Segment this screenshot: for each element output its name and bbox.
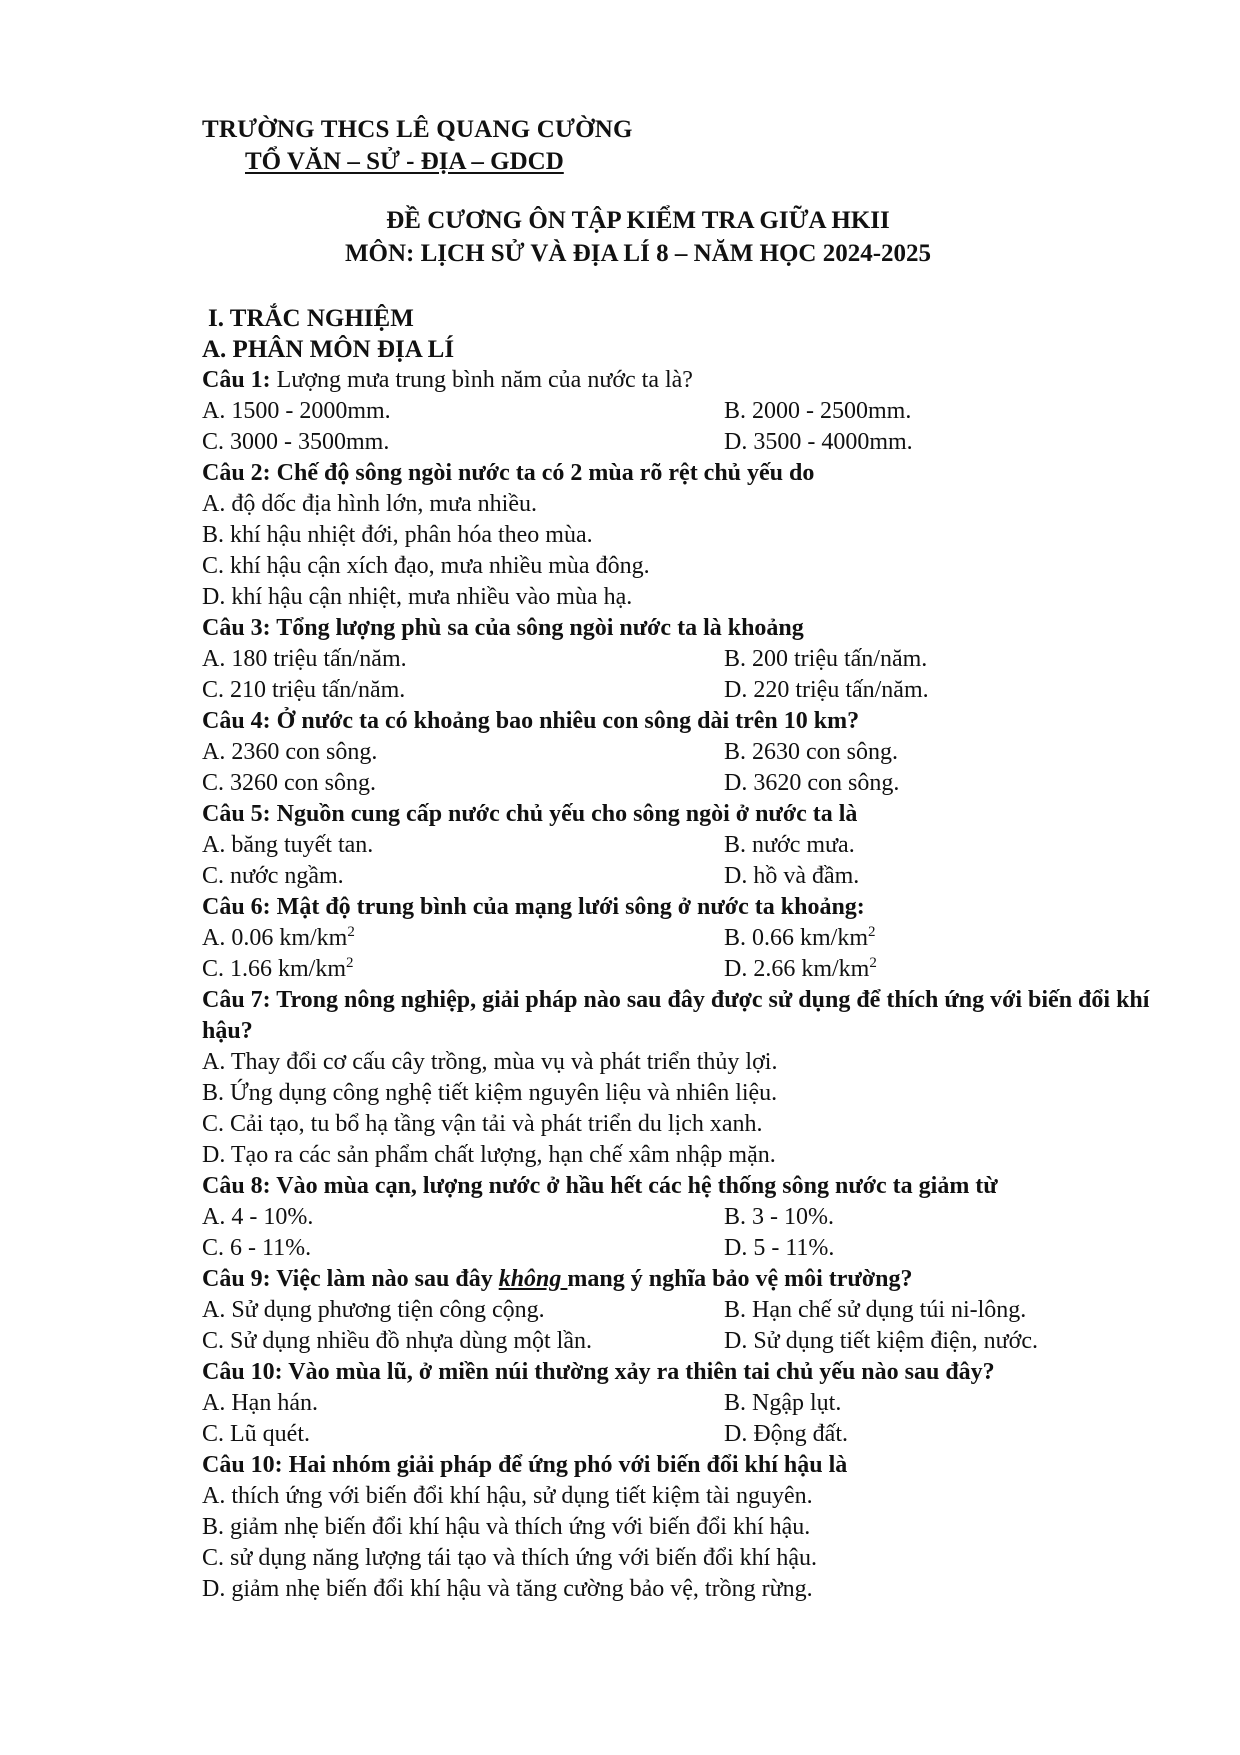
- question-list: [202, 303, 1162, 1605]
- option-d: D. 3500 - 4000mm.: [724, 429, 913, 455]
- answer-row: [202, 768, 1162, 799]
- option-d: D. Tạo ra các sản phẩm chất lượng, hạn chế xâm nhập mặn.: [202, 1142, 776, 1168]
- option-b: B. 2630 con sông.: [724, 739, 898, 765]
- option-a: A. 4 - 10%.: [202, 1204, 314, 1230]
- option-b: B. Hạn chế sử dụng túi ni-lông.: [724, 1297, 1027, 1323]
- option-b: B. khí hậu nhiệt đới, phân hóa theo mùa.: [202, 522, 593, 548]
- option-a: A. 180 triệu tấn/năm.: [202, 646, 407, 672]
- answer-row: [202, 954, 1162, 985]
- option-b: B. 2000 - 2500mm.: [724, 398, 912, 424]
- school-name: TRƯỜNG THCS LÊ QUANG CƯỜNG: [202, 116, 633, 143]
- question-label: Câu 5:: [202, 801, 271, 827]
- answer-row: [202, 675, 1162, 706]
- option-c: C. khí hậu cận xích đạo, mưa nhiều mùa đông.: [202, 553, 650, 579]
- option-d: D. 2.66 km/km: [724, 956, 870, 982]
- option-d: D. 3620 con sông.: [724, 770, 900, 796]
- question-9: [202, 1264, 1162, 1295]
- option-c: C. nước ngầm.: [202, 863, 344, 889]
- option-c: C. Cải tạo, tu bổ hạ tầng vận tải và phát triển du lịch xanh.: [202, 1111, 763, 1137]
- department-name: TỔ VĂN – SỬ - ĐỊA – GDCD: [245, 148, 564, 175]
- superscript: 2: [346, 955, 354, 971]
- question-label: Câu 1:: [202, 367, 271, 393]
- answer-row: [202, 830, 1162, 861]
- question-label: Câu 2:: [202, 460, 271, 486]
- answer-row: [202, 1202, 1162, 1233]
- answer-row: [202, 427, 1162, 458]
- question-8: [202, 1171, 1162, 1202]
- option-c: C. 6 - 11%.: [202, 1235, 312, 1261]
- question-text: Chế độ sông ngòi nước ta có 2 mùa rõ rệt chủ yếu do: [270, 460, 815, 486]
- question-label: Câu 10:: [202, 1359, 283, 1385]
- option-d: D. 5 - 11%.: [724, 1235, 835, 1261]
- question-label: Câu 7:: [202, 987, 271, 1013]
- question-text: Nguồn cung cấp nước chủ yếu cho sông ngòi ở nước ta là: [270, 801, 858, 827]
- option-a: A. Thay đổi cơ cấu cây trồng, mùa vụ và phát triển thủy lợi.: [202, 1049, 778, 1075]
- option-c: C. Sử dụng nhiều đồ nhựa dùng một lần.: [202, 1328, 592, 1354]
- option-b: B. 200 triệu tấn/năm.: [724, 646, 928, 672]
- option-d: D. Sử dụng tiết kiệm điện, nước.: [724, 1328, 1039, 1354]
- answer-row: [202, 1419, 1162, 1450]
- option-a: A. 1500 - 2000mm.: [202, 398, 391, 424]
- question-2: [202, 458, 1162, 489]
- question-7: [202, 985, 1162, 1047]
- superscript: 2: [347, 924, 355, 940]
- question-label: Câu 3:: [202, 615, 271, 641]
- option-a: A. Hạn hán.: [202, 1390, 318, 1416]
- question-text: Mật độ trung bình của mạng lưới sông ở nước ta khoảng:: [270, 894, 865, 920]
- question-text: Tổng lượng phù sa của sông ngòi nước ta là khoảng: [270, 615, 804, 641]
- question-text: Trong nông nghiệp, giải pháp nào sau đây được sử dụng để thích ứng với biến đổi khí hậu?: [202, 987, 1150, 1044]
- question-text-end: mang ý nghĩa bảo vệ môi trường?: [567, 1266, 913, 1292]
- answer-row: [202, 1388, 1162, 1419]
- option-a: A. độ dốc địa hình lớn, mưa nhiều.: [202, 491, 537, 517]
- option-b: B. Ứng dụng công nghệ tiết kiệm nguyên liệu và nhiên liệu.: [202, 1080, 778, 1106]
- option-c: C. 3260 con sông.: [202, 770, 376, 796]
- option-d: D. giảm nhẹ biến đổi khí hậu và tăng cường bảo vệ, trồng rừng.: [202, 1576, 813, 1602]
- section-heading: I. TRẮC NGHIỆM: [208, 305, 414, 332]
- option-b: B. Ngập lụt.: [724, 1390, 842, 1416]
- question-1: [202, 365, 1162, 396]
- question-text: Lượng mưa trung bình năm của nước ta là?: [270, 367, 693, 393]
- question-emphasis: không: [498, 1266, 568, 1292]
- question-text: Vào mùa lũ, ở miền núi thường xảy ra thiên tai chủ yếu nào sau đây?: [282, 1359, 995, 1385]
- part-heading: A. PHÂN MÔN ĐỊA LÍ: [202, 336, 455, 363]
- question-10: [202, 1357, 1162, 1388]
- option-c: C. Lũ quét.: [202, 1421, 310, 1447]
- question-label: Câu 9:: [202, 1266, 271, 1292]
- question-label: Câu 4:: [202, 708, 271, 734]
- answer-row: [202, 861, 1162, 892]
- answer-row: [202, 396, 1162, 427]
- document-subtitle: MÔN: LỊCH SỬ VÀ ĐỊA LÍ 8 – NĂM HỌC 2024-2025: [344, 240, 932, 267]
- answer-row: [202, 644, 1162, 675]
- superscript: 2: [869, 955, 877, 971]
- option-a: A. 2360 con sông.: [202, 739, 378, 765]
- superscript: 2: [868, 924, 876, 940]
- option-d: D. hồ và đầm.: [724, 863, 860, 889]
- question-text: Việc làm nào sau đây: [270, 1266, 499, 1292]
- question-label: Câu 6:: [202, 894, 271, 920]
- question-text: Ở nước ta có khoảng bao nhiêu con sông dài trên 10 km?: [270, 708, 860, 734]
- question-11: [202, 1450, 1162, 1481]
- answer-row: [202, 1326, 1162, 1357]
- question-3: [202, 613, 1162, 644]
- option-d: D. Động đất.: [724, 1421, 848, 1447]
- option-d: D. khí hậu cận nhiệt, mưa nhiều vào mùa hạ.: [202, 584, 633, 610]
- answer-row: [202, 923, 1162, 954]
- question-label: Câu 10:: [202, 1452, 283, 1478]
- option-c: C. 3000 - 3500mm.: [202, 429, 390, 455]
- question-label: Câu 8:: [202, 1173, 271, 1199]
- option-b: B. nước mưa.: [724, 832, 855, 858]
- question-4: [202, 706, 1162, 737]
- question-6: [202, 892, 1162, 923]
- question-text: Vào mùa cạn, lượng nước ở hầu hết các hệ thống sông nước ta giảm từ: [270, 1173, 998, 1199]
- option-b: B. giảm nhẹ biến đổi khí hậu và thích ứng với biến đổi khí hậu.: [202, 1514, 811, 1540]
- option-a: A. thích ứng với biến đổi khí hậu, sử dụng tiết kiệm tài nguyên.: [202, 1483, 813, 1509]
- option-c: C. sử dụng năng lượng tái tạo và thích ứng với biến đổi khí hậu.: [202, 1545, 817, 1571]
- option-c: C. 210 triệu tấn/năm.: [202, 677, 406, 703]
- answer-row: [202, 1295, 1162, 1326]
- option-a: A. 0.06 km/km: [202, 925, 348, 951]
- option-c: C. 1.66 km/km: [202, 956, 347, 982]
- question-5: [202, 799, 1162, 830]
- answer-row: [202, 737, 1162, 768]
- option-a: A. Sử dụng phương tiện công cộng.: [202, 1297, 545, 1323]
- option-d: D. 220 triệu tấn/năm.: [724, 677, 929, 703]
- answer-row: [202, 1233, 1162, 1264]
- document-title: ĐỀ CƯƠNG ÔN TẬP KIỂM TRA GIỮA HKII: [386, 207, 890, 234]
- question-text: Hai nhóm giải pháp để ứng phó với biến đổi khí hậu là: [282, 1452, 848, 1478]
- option-b: B. 0.66 km/km: [724, 925, 869, 951]
- option-b: B. 3 - 10%.: [724, 1204, 834, 1230]
- option-a: A. băng tuyết tan.: [202, 832, 374, 858]
